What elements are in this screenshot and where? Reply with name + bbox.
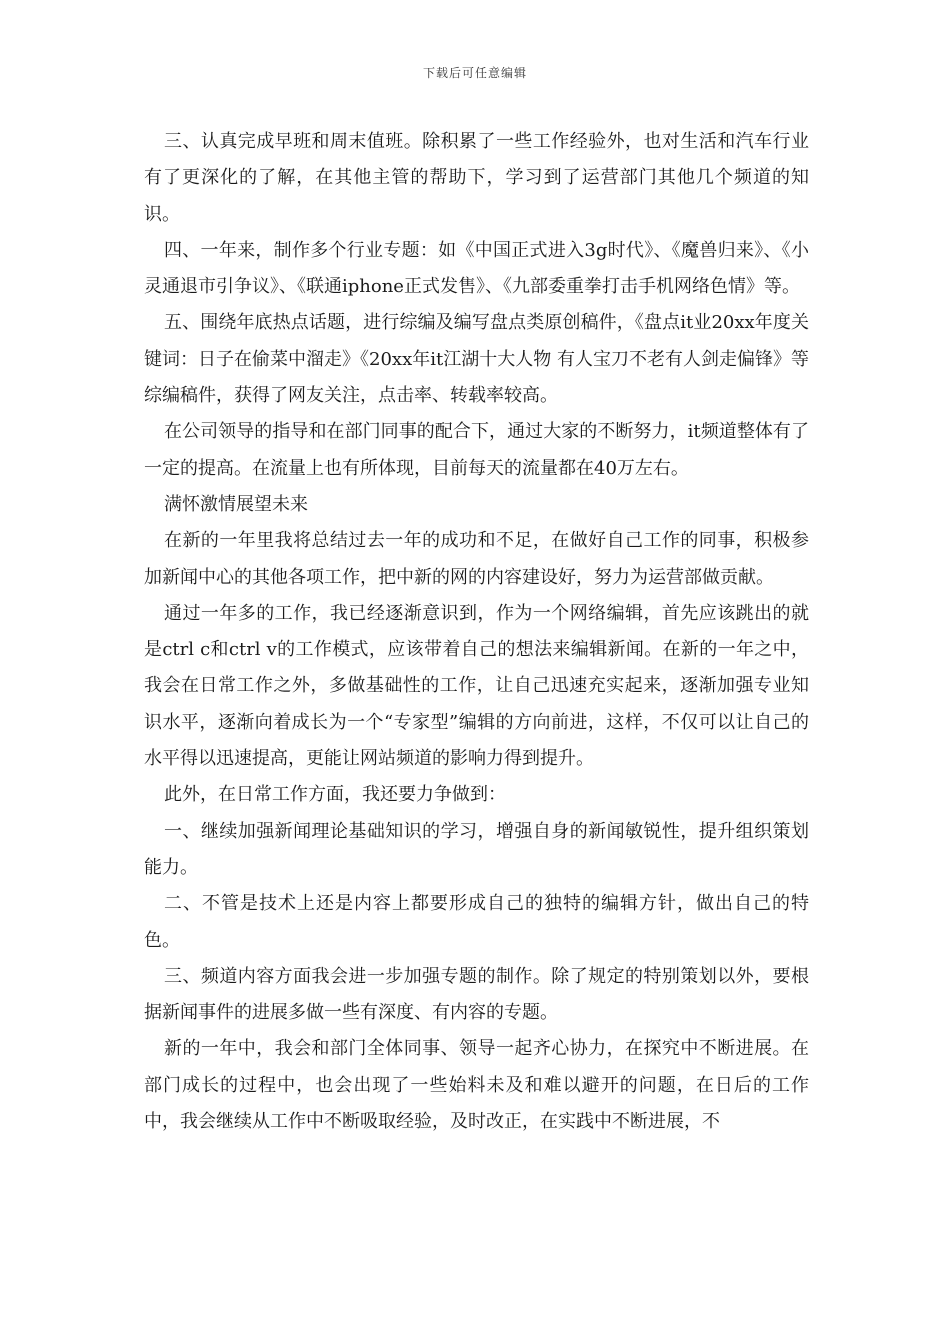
- paragraph: 四、一年来，制作多个行业专题：如《中国正式进入3g时代》、《魔兽归来》、《小灵通退市引争议》、《联通iphone正式发售》、《九部委重拳打击手机网络色情》等。: [144, 239, 809, 298]
- paragraph: 在公司领导的指导和在部门同事的配合下，通过大家的不断努力，it频道整体有了一定的提高。在流量上也有所体现，目前每天的流量都在40万左右。: [144, 421, 809, 479]
- paragraph: 新的一年中，我会和部门全体同事、领导一起齐心协力，在探究中不断进展。在部门成长的过程中，也会出现了一些始料未及和难以避开的问题，在日后的工作中，我会继续从工作中不断吸取经验，及时改正，在实践中不断进展，不: [144, 1038, 809, 1133]
- page-header-note: 下载后可任意编辑: [422, 66, 527, 80]
- paragraph: 通过一年多的工作，我已经逐渐意识到，作为一个网络编辑，首先应该跳出的就是ctrl c和ctrl v的工作模式，应该带着自己的想法来编辑新闻。在新的一年之中，我会在日常工作之外，多做基础性的工作，让自己迅速充实起来，逐渐加强专业知识水平，逐渐向着成长为一个“专家型”编辑的方向前进，这样，不仅可以让自己的水平得以迅速提高，更能让网站频道的影响力得到提升。: [144, 602, 809, 770]
- paragraph: 一、继续加强新闻理论基础知识的学习，增强自身的新闻敏锐性，提升组织策划能力。: [144, 820, 809, 878]
- paragraph: 五、围绕年底热点话题，进行综编及编写盘点类原创稿件，《盘点it业20xx年度关键词：日子在偷菜中溜走》《20xx年it江湖十大人物 有人宝刀不老有人剑走偏锋》等综编稿件，获得了网友关注，点击率、转载率较高。: [144, 312, 809, 407]
- paragraph: 此外，在日常工作方面，我还要力争做到：: [164, 784, 506, 806]
- document-body: [144, 124, 809, 1140]
- section-heading: 满怀激情展望未来: [164, 493, 308, 515]
- paragraph: 三、频道内容方面我会进一步加强专题的制作。除了规定的特别策划以外，要根据新闻事件的进展多做一些有深度、有内容的专题。: [144, 965, 809, 1024]
- paragraph: 三、认真完成早班和周末值班。除积累了一些工作经验外，也对生活和汽车行业有了更深化的了解，在其他主管的帮助下，学习到了运营部门其他几个频道的知识。: [144, 131, 809, 225]
- paragraph: 二、不管是技术上还是内容上都要形成自己的独特的编辑方针，做出自己的特色。: [144, 893, 809, 951]
- paragraph: 在新的一年里我将总结过去一年的成功和不足，在做好自己工作的同事，积极参加新闻中心的其他各项工作，把中新的网的内容建设好，努力为运营部做贡献。: [144, 530, 809, 588]
